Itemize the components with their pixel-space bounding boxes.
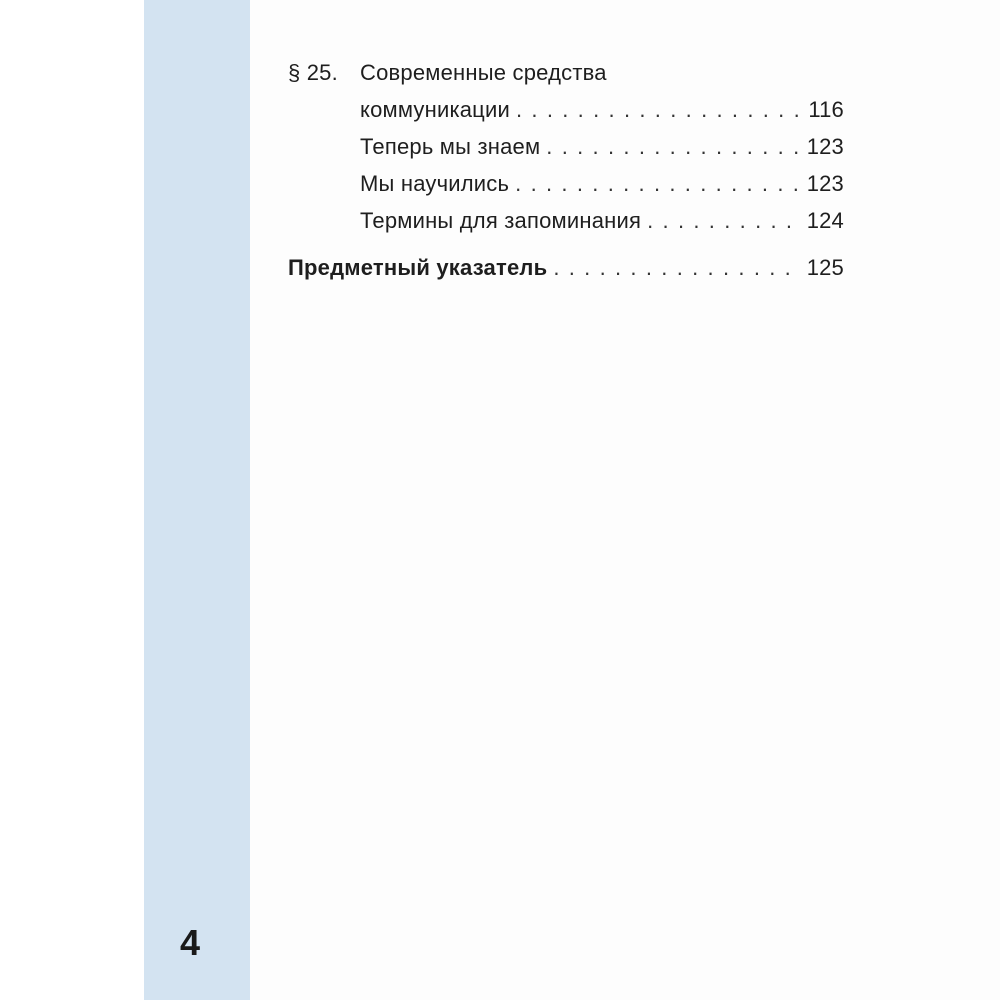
dot-leader <box>553 249 800 286</box>
toc-entry-25-line1 <box>288 54 844 91</box>
toc-page-number: 124 <box>806 208 844 233</box>
toc-entry-25-line2 <box>288 91 844 128</box>
toc-entry-number: § 25. <box>288 60 338 85</box>
dot-leader <box>515 165 801 202</box>
dot-leader <box>546 128 800 165</box>
toc-page-number: 125 <box>806 255 844 280</box>
toc-entry-title: Теперь мы знаем <box>360 134 541 159</box>
toc-entry-learned <box>288 165 844 202</box>
toc-entry-title-continued: коммуникации <box>360 97 510 122</box>
margin-band <box>144 0 250 1000</box>
page-number: 4 <box>180 922 201 963</box>
toc-page-number: 116 <box>808 97 844 122</box>
toc-entry-terms <box>288 202 844 239</box>
toc-entry-title: Термины для запоминания <box>360 208 642 233</box>
dot-leader <box>647 202 801 239</box>
toc-entry-index <box>288 249 844 286</box>
toc-entry-title: Мы научились <box>360 171 510 196</box>
toc-entry-title: Предметный указатель <box>288 255 548 280</box>
toc-page-number: 123 <box>806 134 844 159</box>
toc-page-number: 123 <box>806 171 844 196</box>
toc-entry-know <box>288 128 844 165</box>
toc-entry-title: Современные средства <box>360 60 607 85</box>
table-of-contents <box>288 54 844 286</box>
dot-leader <box>516 91 802 128</box>
